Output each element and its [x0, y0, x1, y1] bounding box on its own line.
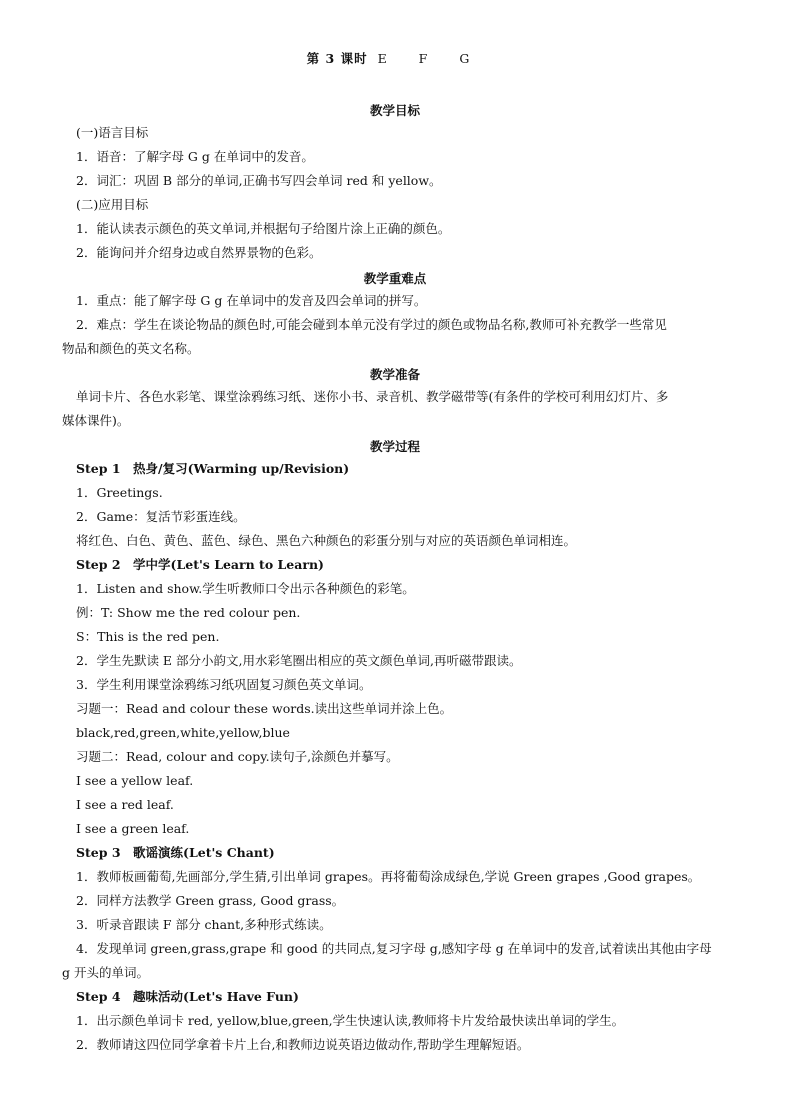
text-line: 1．重点：能了解字母 G g 在单词中的发音及四会单词的拼写。	[76, 293, 427, 308]
lesson-title	[0, 49, 790, 67]
text-line: 2．Game：复活节彩蛋连线。	[76, 509, 246, 524]
text-line: 1．出示颜色单词卡 red, yellow,blue,green,学生快速认读,教师将卡片发给最快读出单词的学生。	[76, 1013, 625, 1028]
text-line: 物品和颜色的英文名称。	[62, 341, 200, 356]
text-line: 2．词汇：巩固 B 部分的单词,正确书写四会单词 red 和 yellow。	[76, 173, 442, 188]
heading-key-points: 教学重难点	[363, 271, 427, 286]
text-line: 1．能认读表示颜色的英文单词,并根据句子给图片涂上正确的颜色。	[76, 221, 451, 236]
step-4-heading: Step 4 趣味活动(Let's Have Fun)	[76, 989, 299, 1004]
text-line: 1．Listen and show.学生听教师口令出示各种颜色的彩笔。	[76, 581, 415, 596]
heading-preparation: 教学准备	[369, 367, 420, 382]
text-line: 1．Greetings.	[76, 485, 163, 500]
text-line: 1．语音：了解字母 G g 在单词中的发音。	[76, 149, 314, 164]
text-line: I see a red leaf.	[76, 797, 174, 812]
text-line: (二)应用目标	[76, 197, 149, 212]
text-line: 2．同样方法教学 Green grass, Good grass。	[76, 893, 345, 908]
step-1-heading: Step 1 热身/复习(Warming up/Revision)	[76, 461, 350, 476]
text-line: 习题二：Read, colour and copy.读句子,涂颜色并摹写。	[76, 749, 399, 764]
step-3-heading: Step 3 歌谣演练(Let's Chant)	[76, 845, 275, 860]
text-line: 2．能询问并介绍身边或自然界景物的色彩。	[76, 245, 322, 260]
text-line: 单词卡片、各色水彩笔、课堂涂鸦练习纸、迷你小书、录音机、教学磁带等(有条件的学校可利用幻灯片、多	[76, 389, 669, 404]
text-line: 2．学生先默读 E 部分小韵文,用水彩笔圈出相应的英文颜色单词,再听磁带跟读。	[76, 653, 522, 668]
lesson-letters: E F G	[377, 51, 484, 66]
heading-goals: 教学目标	[369, 103, 420, 118]
lesson-number: 第 3 课时	[306, 51, 368, 66]
text-line: 例：T: Show me the red colour pen.	[76, 605, 301, 620]
text-line: 2．难点：学生在谈论物品的颜色时,可能会碰到本单元没有学过的颜色或物品名称,教师可补充教学一些常见	[76, 317, 667, 332]
text-line: 习题一：Read and colour these words.读出这些单词并涂上色。	[76, 701, 453, 716]
text-line: g 开头的单词。	[62, 965, 149, 980]
text-line: black,red,green,white,yellow,blue	[76, 725, 290, 740]
text-line: 2．教师请这四位同学拿着卡片上台,和教师边说英语边做动作,帮助学生理解短语。	[76, 1037, 530, 1052]
text-line: 1．教师板画葡萄,先画部分,学生猜,引出单词 grapes。再将葡萄涂成绿色,学说 Green grapes ,Good grapes。	[76, 869, 701, 884]
text-line: 4．发现单词 green,grass,grape 和 good 的共同点,复习字母 g,感知字母 g 在单词中的发音,试着读出其他由字母	[76, 941, 712, 956]
text-line: 3．听录音跟读 F 部分 chant,多种形式练读。	[76, 917, 332, 932]
text-line: I see a green leaf.	[76, 821, 190, 836]
text-line: 将红色、白色、黄色、蓝色、绿色、黑色六种颜色的彩蛋分别与对应的英语颜色单词相连。	[76, 533, 577, 548]
text-line: S：This is the red pen.	[76, 629, 220, 644]
heading-process: 教学过程	[369, 439, 420, 454]
text-line: 3．学生利用课堂涂鸦练习纸巩固复习颜色英文单词。	[76, 677, 372, 692]
text-line: (一)语言目标	[76, 125, 149, 140]
step-2-heading: Step 2 学中学(Let's Learn to Learn)	[76, 557, 324, 572]
text-line: I see a yellow leaf.	[76, 773, 194, 788]
text-line: 媒体课件)。	[62, 413, 130, 428]
